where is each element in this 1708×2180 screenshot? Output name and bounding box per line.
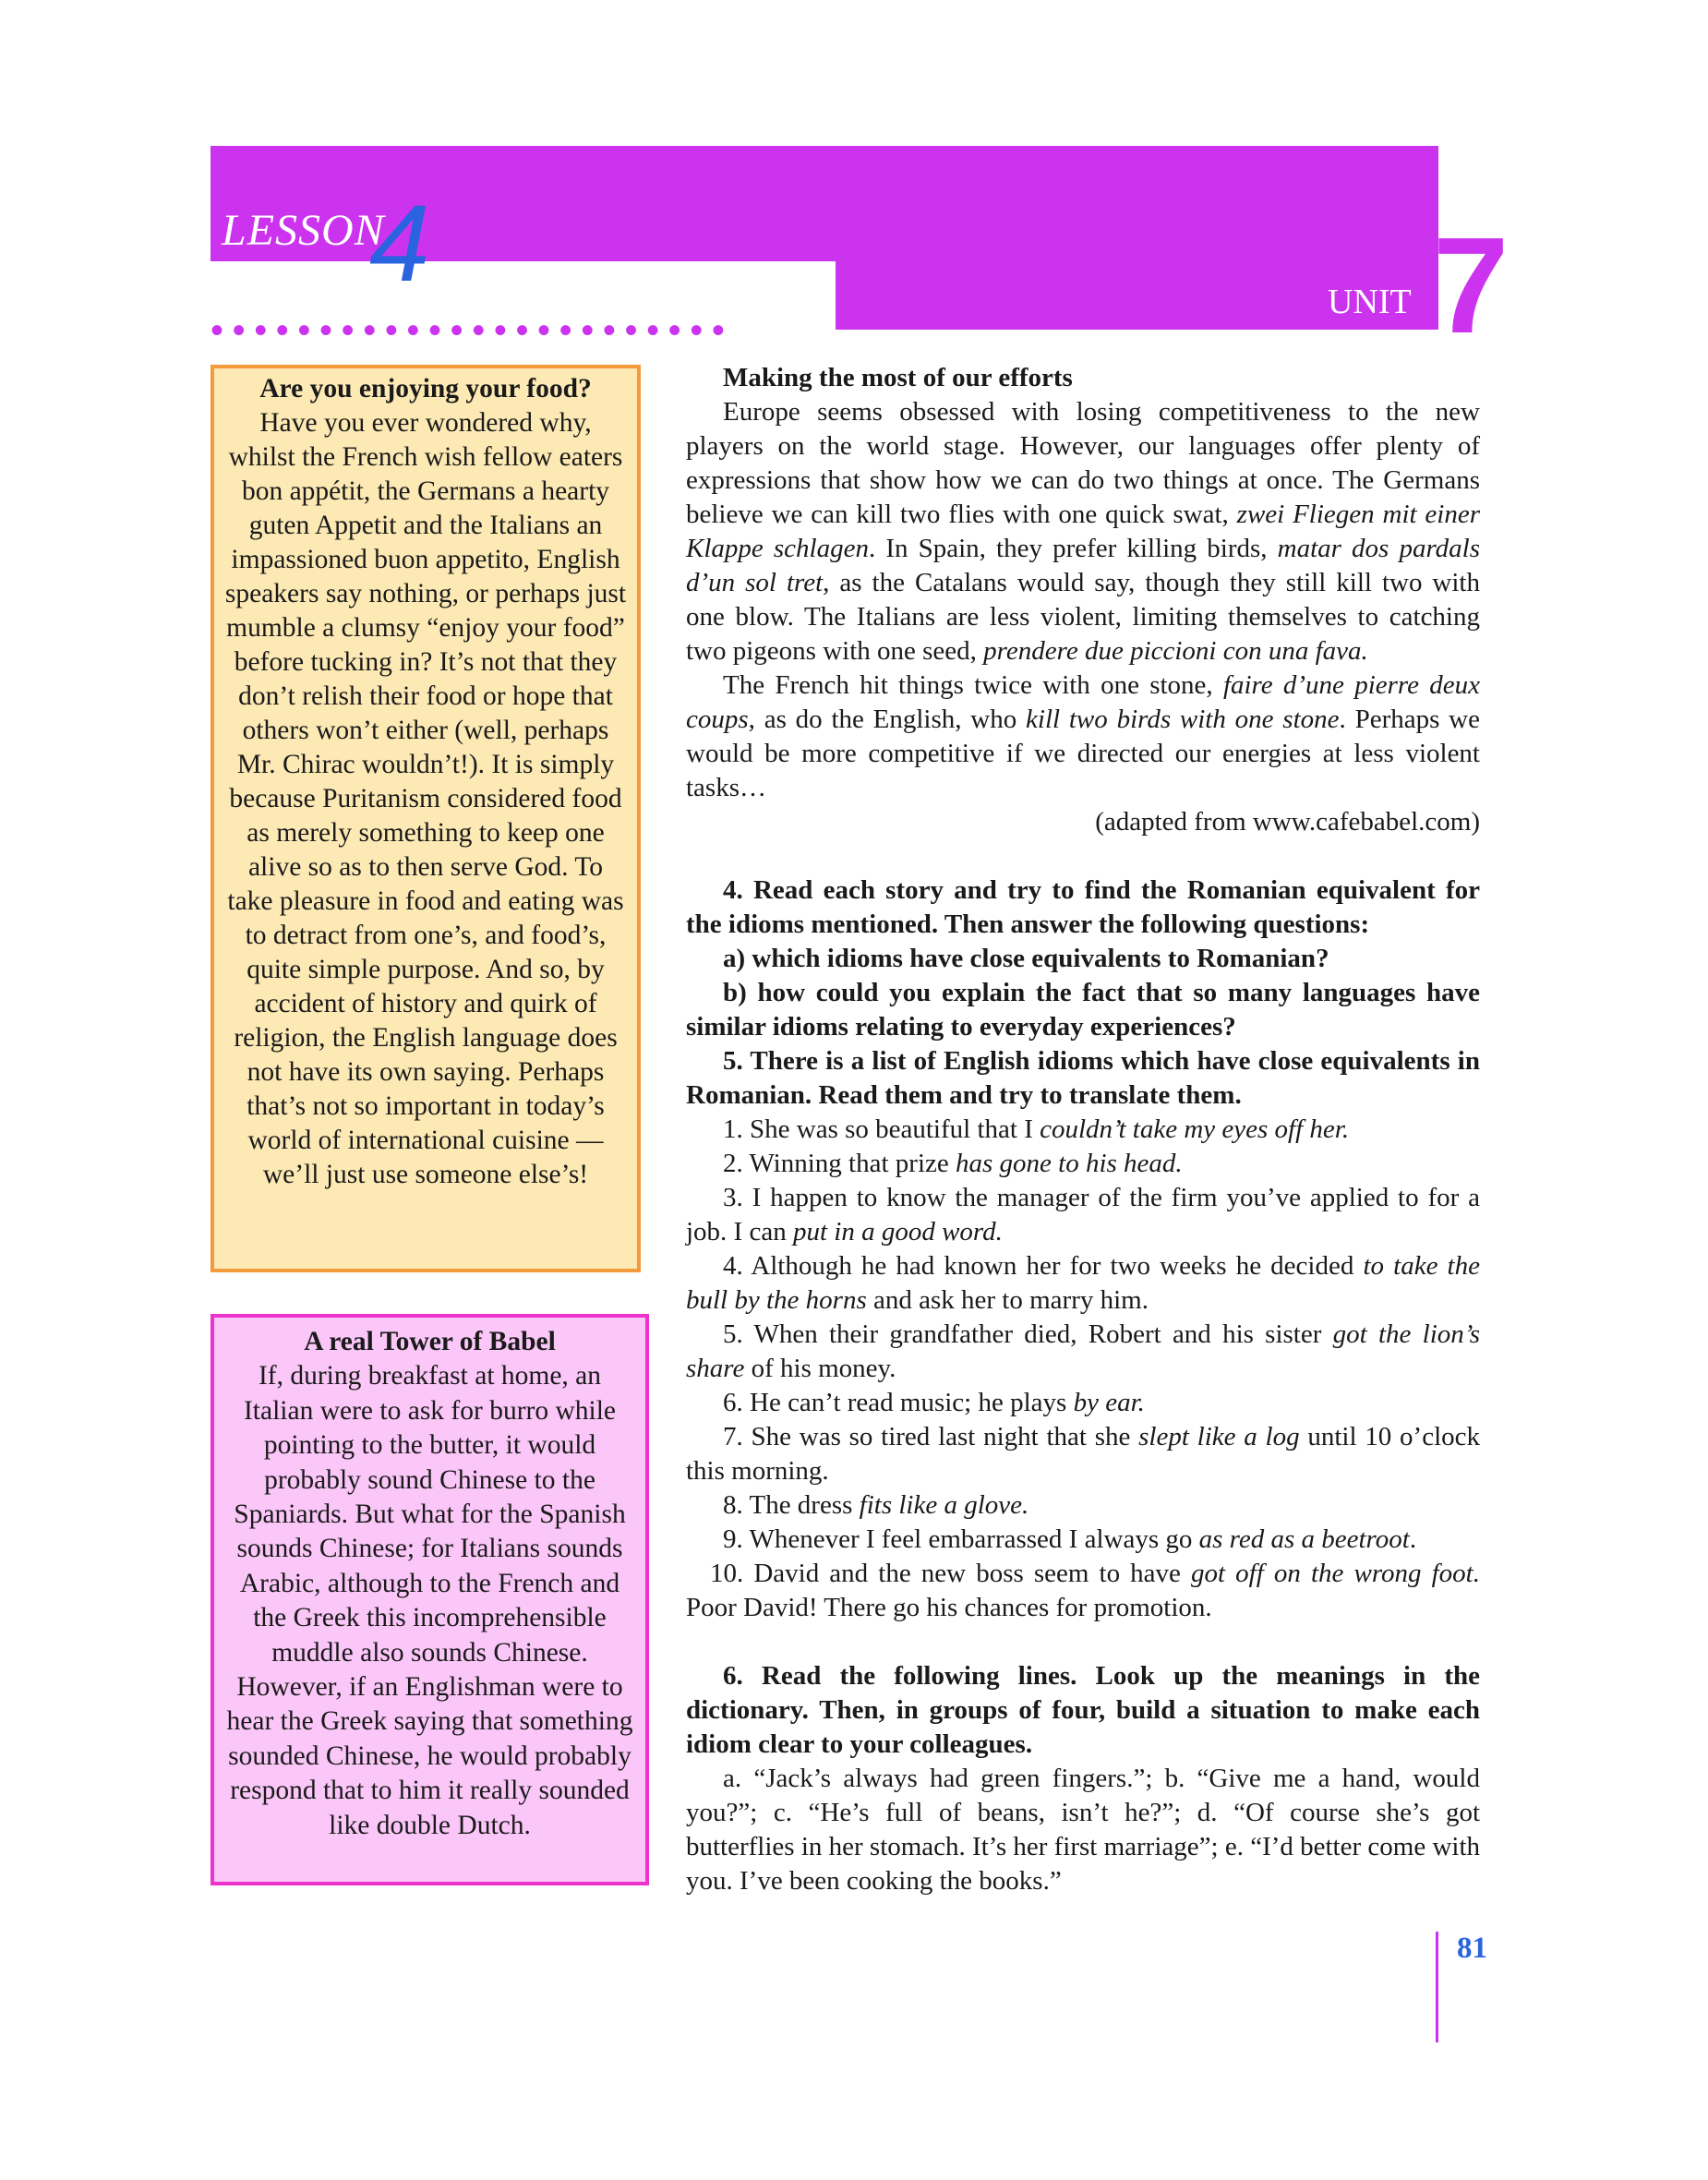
list-item: 1. She was so beautiful that I couldn’t take my eyes off her.	[723, 1114, 1350, 1144]
sidebar-food-body: Have you ever wondered why, whilst the French wish fellow eaters bon appétit, the Germans a hearty guten Appetit and the Italians an impassioned buon appetito, English speakers say nothing, or perhaps just mumble a clumsy “enjoy your food” before tucking in? It’s not that they don’t relish their food or hope that others won’t either (well, perhaps Mr. Chirac wouldn’t!). It is simply because Puritanism considered food as merely something to keep one alive so as to then serve God. To take pleasure in food and eating was to detract from one’s, and food’s, quite simple purpose. And so, by accident of history and quirk of religion, the English language does not have its own saying. Perhaps that’s not so important in today’s world of international cuisine — we’ll just use someone else’s!	[224, 408, 627, 1189]
list-item: 10. David and the new boss seem to have got off on the wrong foot. Poor David! There go his chances for promotion.	[686, 1559, 1480, 1622]
page-number: 81	[1457, 1932, 1487, 1965]
lesson-number: 4	[369, 183, 430, 305]
list-item: 2. Winning that prize has gone to his head.	[723, 1149, 1183, 1178]
exercise-5-intro: 5. There is a list of English idioms which have close equivalents in Romanian. Read them and try to translate them.	[686, 1046, 1480, 1110]
dotted-divider: ••••••••••••••••••••••••	[210, 310, 734, 351]
unit-label: UNIT	[1328, 283, 1412, 321]
page-number-rule	[1436, 1932, 1438, 2042]
sidebar-food-box	[210, 365, 641, 1272]
sidebar-food-title: Are you enjoying your food?	[259, 374, 592, 403]
list-item: 3. I happen to know the manager of the firm you’ve applied to for a job. I can put in a good word.	[686, 1183, 1480, 1247]
exercise-4-question-b: b) how could you explain the fact that so many languages have similar idioms relating to everyday experiences?	[686, 978, 1480, 1042]
article-paragraph-1: Europe seems obsessed with losing competitiveness to the new players on the world stage. However, our languages offer plenty of expressions that show how we can do two things at once. The Germans believe we can kill two flies with one quick swat, zwei Fliegen mit einer Klappe schlagen. In Spain, they prefer killing birds, matar dos pardals d’un sol tret, as the Catalans would say, though they still kill two with one blow. The Italians are less violent, limiting themselves to catching two pigeons with one seed, prendere due piccioni con una fava.	[686, 397, 1481, 666]
sidebar-babel-box	[210, 1314, 649, 1885]
article-paragraph-2: The French hit things twice with one stone, faire d’une pierre deux coups, as do the English, who kill two birds with one stone. Perhaps we would be more competitive if we directed our energies at less violent tasks…	[686, 670, 1480, 802]
exercise-4-question-a: a) which idioms have close equivalents to Romanian?	[723, 944, 1329, 973]
main-column	[686, 361, 1480, 1898]
list-item: 4. Although he had known her for two weeks he decided to take the bull by the horns and ask her to marry him.	[686, 1251, 1480, 1315]
lesson-label: LESSON	[222, 206, 385, 255]
exercise-6-intro: 6. Read the following lines. Look up the meanings in the dictionary. Then, in groups of four, build a situation to make each idiom clear to your colleagues.	[686, 1661, 1480, 1759]
list-item: 5. When their grandfather died, Robert and his sister got the lion’s share of his money.	[686, 1319, 1481, 1383]
sidebar-babel-title: A real Tower of Babel	[304, 1327, 556, 1356]
list-item: 6. He can’t read music; he plays by ear.	[723, 1388, 1145, 1417]
article-heading: Making the most of our efforts	[723, 363, 1073, 392]
list-item: 7. She was so tired last night that she slept like a log until 10 o’clock this morning.	[686, 1422, 1480, 1486]
exercise-6-lines: a. “Jack’s always had green fingers.”; b. “Give me a hand, would you?”; c. “He’s full of beans, isn’t he?”; d. “Of course she’s got butterflies in her stomach. It’s her first marriage”; e. “I’d better come with you. I’ve been cooking the books.”	[686, 1764, 1481, 1896]
article-source: (adapted from www.cafebabel.com)	[1095, 807, 1480, 837]
exercise-4-intro: 4. Read each story and try to find the Romanian equivalent for the idioms mentioned. Then answer the following questions:	[686, 875, 1480, 939]
list-item: 8. The dress fits like a glove.	[723, 1490, 1029, 1520]
unit-number: 7	[1433, 210, 1510, 362]
sidebar-babel-body: If, during breakfast at home, an Italian were to ask for burro while pointing to the butter, it would probably sound Chinese to the Spaniards. But what for the Spanish sounds Chinese; for Italians sounds Arabic, although to the French and the Greek this incomprehensible muddle also sounds Chinese. However, if an Englishman were to hear the Greek saying that something sounded Chinese, he would probably respond that to him it really sounded like double Dutch.	[226, 1361, 633, 1840]
list-item: 9. Whenever I feel embarrassed I always go as red as a beetroot.	[723, 1524, 1417, 1554]
